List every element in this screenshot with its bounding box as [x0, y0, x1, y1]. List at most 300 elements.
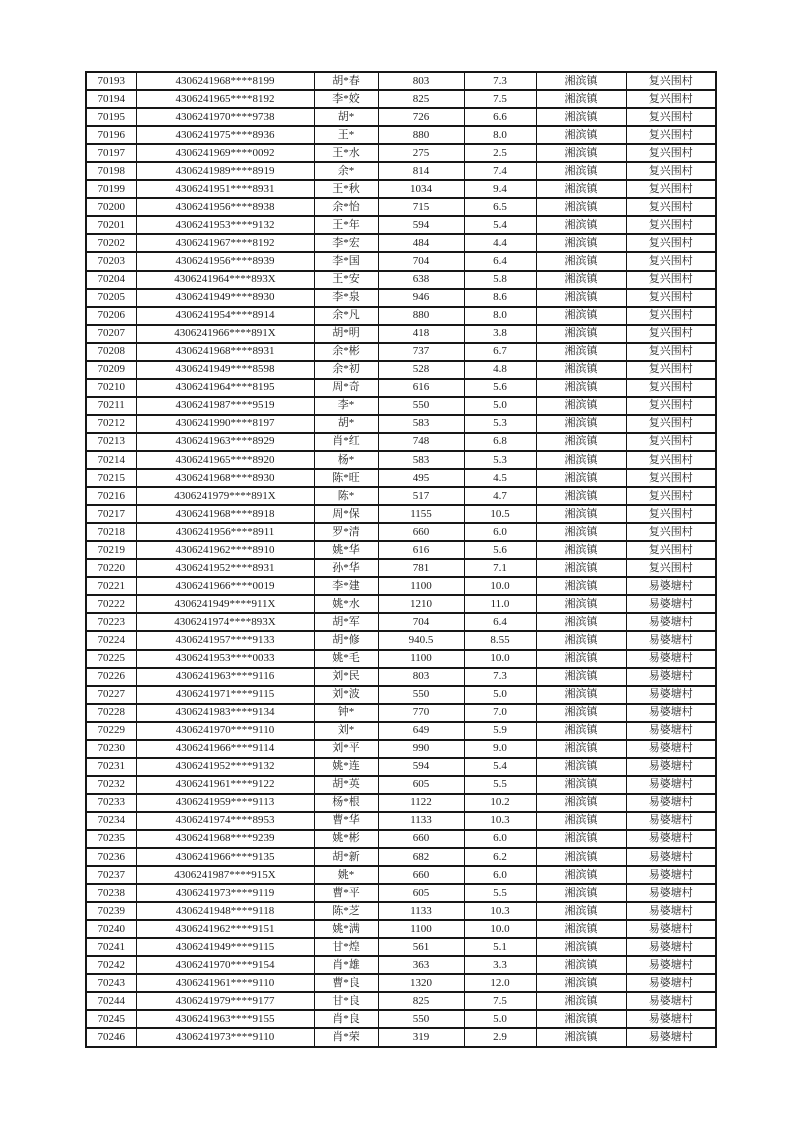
cell-rate: 5.5	[464, 776, 536, 794]
cell-town: 湘滨镇	[536, 722, 626, 740]
cell-town: 湘滨镇	[536, 884, 626, 902]
cell-village: 复兴围村	[626, 379, 716, 397]
cell-rate: 7.1	[464, 559, 536, 577]
cell-town: 湘滨镇	[536, 343, 626, 361]
cell-rate: 6.2	[464, 848, 536, 866]
cell-village: 易婆塘村	[626, 704, 716, 722]
cell-town: 湘滨镇	[536, 379, 626, 397]
cell-serial: 70239	[86, 902, 136, 920]
cell-town: 湘滨镇	[536, 866, 626, 884]
table-row	[86, 487, 716, 505]
cell-village: 复兴围村	[626, 198, 716, 216]
cell-amount: 946	[378, 289, 464, 307]
cell-town: 湘滨镇	[536, 740, 626, 758]
cell-town: 湘滨镇	[536, 451, 626, 469]
table-row	[86, 523, 716, 541]
cell-serial: 70225	[86, 650, 136, 668]
cell-name: 孙*华	[314, 559, 378, 577]
cell-amount: 814	[378, 162, 464, 180]
cell-town: 湘滨镇	[536, 1010, 626, 1028]
cell-village: 复兴围村	[626, 216, 716, 234]
cell-town: 湘滨镇	[536, 433, 626, 451]
cell-rate: 10.3	[464, 812, 536, 830]
table-row	[86, 541, 716, 559]
cell-serial: 70212	[86, 415, 136, 433]
cell-town: 湘滨镇	[536, 307, 626, 325]
cell-serial: 70215	[86, 469, 136, 487]
cell-village: 复兴围村	[626, 415, 716, 433]
cell-amount: 825	[378, 90, 464, 108]
cell-town: 湘滨镇	[536, 541, 626, 559]
cell-serial: 70234	[86, 812, 136, 830]
cell-amount: 583	[378, 451, 464, 469]
cell-rate: 6.0	[464, 830, 536, 848]
cell-serial: 70202	[86, 234, 136, 252]
cell-village: 复兴围村	[626, 271, 716, 289]
cell-id-number: 4306241968****9239	[136, 830, 314, 848]
cell-id-number: 4306241974****893X	[136, 613, 314, 631]
cell-village: 易婆塘村	[626, 1028, 716, 1047]
cell-village: 易婆塘村	[626, 722, 716, 740]
cell-name: 余*彬	[314, 343, 378, 361]
table-row	[86, 1010, 716, 1028]
cell-serial: 70235	[86, 830, 136, 848]
cell-village: 易婆塘村	[626, 650, 716, 668]
cell-name: 甘*良	[314, 992, 378, 1010]
cell-serial: 70229	[86, 722, 136, 740]
cell-serial: 70221	[86, 577, 136, 595]
cell-amount: 660	[378, 866, 464, 884]
cell-amount: 1034	[378, 180, 464, 198]
cell-town: 湘滨镇	[536, 577, 626, 595]
table-row	[86, 415, 716, 433]
cell-rate: 7.5	[464, 992, 536, 1010]
cell-amount: 715	[378, 198, 464, 216]
cell-rate: 4.4	[464, 234, 536, 252]
cell-village: 复兴围村	[626, 541, 716, 559]
cell-town: 湘滨镇	[536, 920, 626, 938]
cell-id-number: 4306241966****891X	[136, 325, 314, 343]
cell-town: 湘滨镇	[536, 758, 626, 776]
cell-amount: 275	[378, 144, 464, 162]
table-row	[86, 216, 716, 234]
cell-village: 复兴围村	[626, 234, 716, 252]
cell-amount: 1100	[378, 650, 464, 668]
table-row	[86, 72, 716, 90]
cell-serial: 70237	[86, 866, 136, 884]
cell-serial: 70219	[86, 541, 136, 559]
cell-name: 肖*良	[314, 1010, 378, 1028]
cell-id-number: 4306241961****9110	[136, 974, 314, 992]
cell-name: 姚*华	[314, 541, 378, 559]
cell-rate: 5.4	[464, 216, 536, 234]
cell-name: 陈*旺	[314, 469, 378, 487]
table-row	[86, 397, 716, 415]
cell-serial: 70216	[86, 487, 136, 505]
cell-amount: 737	[378, 343, 464, 361]
cell-amount: 528	[378, 361, 464, 379]
cell-rate: 7.0	[464, 704, 536, 722]
cell-rate: 4.5	[464, 469, 536, 487]
cell-id-number: 4306241949****911X	[136, 595, 314, 613]
cell-amount: 1100	[378, 920, 464, 938]
cell-town: 湘滨镇	[536, 812, 626, 830]
table-row	[86, 451, 716, 469]
cell-village: 复兴围村	[626, 397, 716, 415]
cell-serial: 70211	[86, 397, 136, 415]
cell-amount: 726	[378, 108, 464, 126]
cell-serial: 70243	[86, 974, 136, 992]
table-row	[86, 884, 716, 902]
cell-village: 易婆塘村	[626, 740, 716, 758]
cell-village: 易婆塘村	[626, 956, 716, 974]
cell-name: 刘*民	[314, 668, 378, 686]
cell-name: 刘*平	[314, 740, 378, 758]
cell-amount: 319	[378, 1028, 464, 1047]
cell-serial: 70198	[86, 162, 136, 180]
cell-amount: 803	[378, 72, 464, 90]
cell-amount: 363	[378, 956, 464, 974]
cell-amount: 605	[378, 884, 464, 902]
cell-village: 易婆塘村	[626, 668, 716, 686]
cell-amount: 616	[378, 379, 464, 397]
cell-village: 易婆塘村	[626, 776, 716, 794]
cell-serial: 70227	[86, 686, 136, 704]
table-row	[86, 722, 716, 740]
table-row	[86, 379, 716, 397]
cell-name: 李*姣	[314, 90, 378, 108]
cell-rate: 11.0	[464, 595, 536, 613]
cell-town: 湘滨镇	[536, 595, 626, 613]
table-row	[86, 740, 716, 758]
cell-name: 胡*新	[314, 848, 378, 866]
cell-village: 易婆塘村	[626, 974, 716, 992]
table-row	[86, 938, 716, 956]
cell-name: 李*泉	[314, 289, 378, 307]
cell-id-number: 4306241973****9110	[136, 1028, 314, 1047]
cell-amount: 660	[378, 830, 464, 848]
cell-id-number: 4306241951****8931	[136, 180, 314, 198]
cell-town: 湘滨镇	[536, 523, 626, 541]
cell-id-number: 4306241956****8911	[136, 523, 314, 541]
cell-name: 姚*毛	[314, 650, 378, 668]
cell-name: 胡*英	[314, 776, 378, 794]
cell-town: 湘滨镇	[536, 794, 626, 812]
cell-town: 湘滨镇	[536, 830, 626, 848]
table-row	[86, 650, 716, 668]
table-row	[86, 704, 716, 722]
cell-id-number: 4306241965****8920	[136, 451, 314, 469]
cell-id-number: 4306241959****9113	[136, 794, 314, 812]
cell-rate: 9.4	[464, 180, 536, 198]
table-row	[86, 325, 716, 343]
cell-rate: 5.0	[464, 686, 536, 704]
cell-serial: 70214	[86, 451, 136, 469]
cell-serial: 70223	[86, 613, 136, 631]
cell-village: 复兴围村	[626, 307, 716, 325]
cell-rate: 5.4	[464, 758, 536, 776]
cell-serial: 70233	[86, 794, 136, 812]
cell-serial: 70207	[86, 325, 136, 343]
cell-name: 姚*连	[314, 758, 378, 776]
table-row	[86, 631, 716, 649]
table-row	[86, 794, 716, 812]
table-row	[86, 433, 716, 451]
table-row	[86, 126, 716, 144]
cell-rate: 5.0	[464, 397, 536, 415]
cell-town: 湘滨镇	[536, 252, 626, 270]
cell-id-number: 4306241957****9133	[136, 631, 314, 649]
table-row	[86, 668, 716, 686]
cell-rate: 3.8	[464, 325, 536, 343]
table-row	[86, 361, 716, 379]
cell-amount: 1100	[378, 577, 464, 595]
cell-serial: 70222	[86, 595, 136, 613]
cell-town: 湘滨镇	[536, 180, 626, 198]
cell-id-number: 4306241948****9118	[136, 902, 314, 920]
cell-id-number: 4306241949****8598	[136, 361, 314, 379]
cell-town: 湘滨镇	[536, 90, 626, 108]
cell-name: 刘*波	[314, 686, 378, 704]
table-row	[86, 595, 716, 613]
cell-serial: 70228	[86, 704, 136, 722]
table-row	[86, 974, 716, 992]
cell-serial: 70226	[86, 668, 136, 686]
cell-rate: 8.6	[464, 289, 536, 307]
cell-village: 复兴围村	[626, 126, 716, 144]
cell-serial: 70204	[86, 271, 136, 289]
cell-name: 李*	[314, 397, 378, 415]
cell-rate: 5.6	[464, 541, 536, 559]
cell-serial: 70245	[86, 1010, 136, 1028]
cell-name: 杨*	[314, 451, 378, 469]
table-body	[86, 72, 716, 1047]
cell-village: 复兴围村	[626, 72, 716, 90]
cell-serial: 70197	[86, 144, 136, 162]
cell-serial: 70241	[86, 938, 136, 956]
cell-name: 李*宏	[314, 234, 378, 252]
cell-rate: 6.5	[464, 198, 536, 216]
cell-town: 湘滨镇	[536, 126, 626, 144]
table-row	[86, 252, 716, 270]
cell-id-number: 4306241971****9115	[136, 686, 314, 704]
cell-name: 余*怡	[314, 198, 378, 216]
table-row	[86, 162, 716, 180]
cell-town: 湘滨镇	[536, 902, 626, 920]
cell-town: 湘滨镇	[536, 108, 626, 126]
cell-amount: 594	[378, 216, 464, 234]
cell-rate: 6.0	[464, 523, 536, 541]
cell-name: 罗*清	[314, 523, 378, 541]
cell-name: 姚*	[314, 866, 378, 884]
beneficiary-table	[85, 71, 717, 1048]
table-row	[86, 776, 716, 794]
table-row	[86, 848, 716, 866]
table-row	[86, 686, 716, 704]
cell-village: 复兴围村	[626, 451, 716, 469]
cell-amount: 825	[378, 992, 464, 1010]
table-row	[86, 956, 716, 974]
cell-serial: 70193	[86, 72, 136, 90]
cell-name: 李*建	[314, 577, 378, 595]
cell-village: 复兴围村	[626, 523, 716, 541]
cell-amount: 990	[378, 740, 464, 758]
cell-serial: 70246	[86, 1028, 136, 1047]
cell-rate: 5.3	[464, 451, 536, 469]
cell-serial: 70224	[86, 631, 136, 649]
cell-town: 湘滨镇	[536, 234, 626, 252]
cell-rate: 10.0	[464, 650, 536, 668]
cell-village: 复兴围村	[626, 162, 716, 180]
cell-id-number: 4306241966****0019	[136, 577, 314, 595]
table-row	[86, 920, 716, 938]
cell-town: 湘滨镇	[536, 487, 626, 505]
table-row	[86, 902, 716, 920]
cell-village: 复兴围村	[626, 252, 716, 270]
cell-id-number: 4306241953****9132	[136, 216, 314, 234]
cell-id-number: 4306241970****9154	[136, 956, 314, 974]
cell-town: 湘滨镇	[536, 1028, 626, 1047]
cell-village: 易婆塘村	[626, 577, 716, 595]
cell-name: 肖*雄	[314, 956, 378, 974]
cell-town: 湘滨镇	[536, 776, 626, 794]
cell-amount: 1320	[378, 974, 464, 992]
cell-name: 姚*彬	[314, 830, 378, 848]
cell-serial: 70232	[86, 776, 136, 794]
table-row	[86, 613, 716, 631]
cell-name: 胡*修	[314, 631, 378, 649]
cell-amount: 940.5	[378, 631, 464, 649]
cell-rate: 5.0	[464, 1010, 536, 1028]
cell-serial: 70203	[86, 252, 136, 270]
cell-name: 甘*煌	[314, 938, 378, 956]
cell-town: 湘滨镇	[536, 289, 626, 307]
cell-name: 余*初	[314, 361, 378, 379]
cell-village: 复兴围村	[626, 487, 716, 505]
cell-id-number: 4306241989****8919	[136, 162, 314, 180]
cell-id-number: 4306241966****9135	[136, 848, 314, 866]
cell-serial: 70194	[86, 90, 136, 108]
cell-town: 湘滨镇	[536, 271, 626, 289]
cell-id-number: 4306241969****0092	[136, 144, 314, 162]
cell-rate: 6.0	[464, 866, 536, 884]
cell-rate: 10.2	[464, 794, 536, 812]
cell-village: 易婆塘村	[626, 812, 716, 830]
cell-id-number: 4306241979****891X	[136, 487, 314, 505]
cell-name: 胡*军	[314, 613, 378, 631]
cell-town: 湘滨镇	[536, 704, 626, 722]
cell-amount: 704	[378, 613, 464, 631]
cell-village: 易婆塘村	[626, 848, 716, 866]
table-row	[86, 289, 716, 307]
table-row	[86, 866, 716, 884]
cell-rate: 10.5	[464, 505, 536, 523]
cell-serial: 70244	[86, 992, 136, 1010]
cell-name: 王*秋	[314, 180, 378, 198]
table-row	[86, 307, 716, 325]
cell-village: 易婆塘村	[626, 686, 716, 704]
cell-village: 易婆塘村	[626, 794, 716, 812]
cell-rate: 5.5	[464, 884, 536, 902]
cell-amount: 682	[378, 848, 464, 866]
cell-rate: 5.6	[464, 379, 536, 397]
cell-village: 复兴围村	[626, 90, 716, 108]
cell-town: 湘滨镇	[536, 613, 626, 631]
cell-amount: 1122	[378, 794, 464, 812]
table-row	[86, 505, 716, 523]
table-row	[86, 830, 716, 848]
cell-amount: 638	[378, 271, 464, 289]
cell-name: 刘*	[314, 722, 378, 740]
cell-id-number: 4306241956****8938	[136, 198, 314, 216]
cell-amount: 583	[378, 415, 464, 433]
cell-serial: 70195	[86, 108, 136, 126]
cell-town: 湘滨镇	[536, 848, 626, 866]
cell-name: 周*保	[314, 505, 378, 523]
cell-serial: 70200	[86, 198, 136, 216]
cell-town: 湘滨镇	[536, 361, 626, 379]
cell-name: 陈*	[314, 487, 378, 505]
cell-serial: 70199	[86, 180, 136, 198]
table-row	[86, 469, 716, 487]
cell-amount: 1133	[378, 812, 464, 830]
cell-village: 复兴围村	[626, 361, 716, 379]
cell-amount: 616	[378, 541, 464, 559]
cell-town: 湘滨镇	[536, 469, 626, 487]
cell-amount: 660	[378, 523, 464, 541]
cell-rate: 10.0	[464, 577, 536, 595]
cell-name: 余*凡	[314, 307, 378, 325]
cell-amount: 550	[378, 1010, 464, 1028]
cell-id-number: 4306241967****8192	[136, 234, 314, 252]
cell-amount: 880	[378, 307, 464, 325]
cell-serial: 70206	[86, 307, 136, 325]
cell-id-number: 4306241961****9122	[136, 776, 314, 794]
cell-name: 胡*春	[314, 72, 378, 90]
cell-amount: 649	[378, 722, 464, 740]
cell-id-number: 4306241952****9132	[136, 758, 314, 776]
cell-serial: 70217	[86, 505, 136, 523]
cell-serial: 70201	[86, 216, 136, 234]
cell-serial: 70209	[86, 361, 136, 379]
cell-id-number: 4306241952****8931	[136, 559, 314, 577]
cell-name: 王*年	[314, 216, 378, 234]
cell-rate: 10.0	[464, 920, 536, 938]
cell-amount: 418	[378, 325, 464, 343]
cell-village: 易婆塘村	[626, 992, 716, 1010]
cell-amount: 605	[378, 776, 464, 794]
cell-serial: 70230	[86, 740, 136, 758]
table-row	[86, 108, 716, 126]
cell-id-number: 4306241963****8929	[136, 433, 314, 451]
cell-serial: 70213	[86, 433, 136, 451]
cell-name: 曹*良	[314, 974, 378, 992]
cell-rate: 7.4	[464, 162, 536, 180]
cell-name: 王*水	[314, 144, 378, 162]
cell-name: 余*	[314, 162, 378, 180]
cell-rate: 3.3	[464, 956, 536, 974]
cell-rate: 6.4	[464, 613, 536, 631]
cell-town: 湘滨镇	[536, 938, 626, 956]
cell-serial: 70238	[86, 884, 136, 902]
cell-village: 复兴围村	[626, 505, 716, 523]
cell-town: 湘滨镇	[536, 992, 626, 1010]
cell-town: 湘滨镇	[536, 144, 626, 162]
cell-village: 易婆塘村	[626, 613, 716, 631]
cell-amount: 1133	[378, 902, 464, 920]
cell-rate: 8.0	[464, 307, 536, 325]
cell-id-number: 4306241962****9151	[136, 920, 314, 938]
